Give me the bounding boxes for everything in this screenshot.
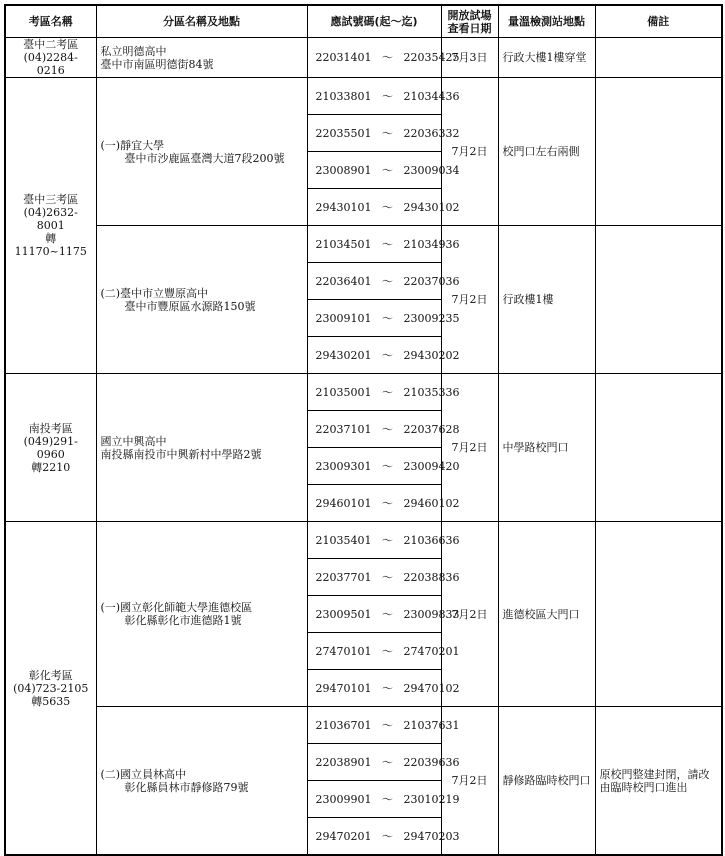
note-cell: 原校門整建封閉，請改由臨時校門口進出: [595, 707, 722, 856]
range-cell: 22035501 ～ 22036332: [307, 115, 441, 152]
date-cell: 7月2日: [441, 374, 498, 522]
range-cell: 21035401 ～ 21036636: [307, 522, 441, 559]
note-cell: [595, 38, 722, 78]
table-row: [5, 374, 722, 411]
subzone-cell: 國立中興高中 南投縣南投市中興新村中學路2號: [96, 374, 307, 522]
range-cell: 29470101 ～ 29470102: [307, 670, 441, 707]
table-row: [5, 38, 722, 78]
range-cell: 29430101 ～ 29430102: [307, 189, 441, 226]
zone-cell: 臺中三考區 (04)2632-8001 轉11170~1175: [5, 78, 96, 374]
note-cell: [595, 374, 722, 522]
header-site: 量溫檢測站地點: [498, 5, 595, 38]
zone-cell: 臺中二考區 (04)2284-0216: [5, 38, 96, 78]
header-range: 應試號碼(起～迄): [307, 5, 441, 38]
range-cell: 23009901 ～ 23010219: [307, 781, 441, 818]
header-subzone: 分區名稱及地點: [96, 5, 307, 38]
range-cell: 23009501 ～ 23009833: [307, 596, 441, 633]
header-zone: 考區名稱: [5, 5, 96, 38]
site-cell: 校門口左右兩側: [498, 78, 595, 226]
range-cell: 29470201 ～ 29470203: [307, 818, 441, 856]
range-cell: 21035001 ～ 21035336: [307, 374, 441, 411]
range-cell: 21034501 ～ 21034936: [307, 226, 441, 263]
date-cell: 7月2日: [441, 78, 498, 226]
range-cell: 22031401 ～ 22035425: [307, 38, 441, 78]
range-cell: 29460101 ～ 29460102: [307, 485, 441, 522]
range-cell: 21033801 ～ 21034436: [307, 78, 441, 115]
header-note: 備註: [595, 5, 722, 38]
range-cell: 21036701 ～ 21037631: [307, 707, 441, 744]
site-cell: 進德校區大門口: [498, 522, 595, 707]
exam-venue-table: [4, 4, 723, 856]
range-cell: 22037701 ～ 22038836: [307, 559, 441, 596]
site-cell: 中學路校門口: [498, 374, 595, 522]
header-row: [5, 5, 722, 38]
table-row: [5, 78, 722, 115]
zone-cell: 南投考區 (049)291-0960 轉2210: [5, 374, 96, 522]
range-cell: 23009101 ～ 23009235: [307, 300, 441, 337]
range-cell: 22036401 ～ 22037036: [307, 263, 441, 300]
subzone-cell: (一)國立彰化師範大學進德校區 彰化縣彰化市進德路1號: [96, 522, 307, 707]
zone-cell: 彰化考區 (04)723-2105 轉5635: [5, 522, 96, 856]
range-cell: 22038901 ～ 22039636: [307, 744, 441, 781]
note-cell: [595, 226, 722, 374]
subzone-cell: (二)臺中市立豐原高中 臺中市豐原區水源路150號: [96, 226, 307, 374]
date-cell: 7月2日: [441, 522, 498, 707]
range-cell: 23009301 ～ 23009420: [307, 448, 441, 485]
range-cell: 23008901 ～ 23009034: [307, 152, 441, 189]
date-cell: 7月2日: [441, 707, 498, 856]
site-cell: 行政樓1樓: [498, 226, 595, 374]
subzone-cell: (一)靜宜大學 臺中市沙鹿區臺灣大道7段200號: [96, 78, 307, 226]
date-cell: 7月2日: [441, 226, 498, 374]
subzone-cell: 私立明德高中 臺中市南區明德街84號: [96, 38, 307, 78]
table-row: [5, 226, 722, 263]
header-date: 開放試場 查看日期: [441, 5, 498, 38]
note-cell: [595, 522, 722, 707]
date-cell: 7月3日: [441, 38, 498, 78]
subzone-cell: (二)國立員林高中 彰化縣員林市靜修路79號: [96, 707, 307, 856]
range-cell: 29430201 ～ 29430202: [307, 337, 441, 374]
site-cell: 行政大樓1樓穿堂: [498, 38, 595, 78]
note-cell: [595, 78, 722, 226]
site-cell: 靜修路臨時校門口: [498, 707, 595, 856]
table-row: [5, 707, 722, 744]
range-cell: 22037101 ～ 22037628: [307, 411, 441, 448]
table-row: [5, 522, 722, 559]
range-cell: 27470101 ～ 27470201: [307, 633, 441, 670]
